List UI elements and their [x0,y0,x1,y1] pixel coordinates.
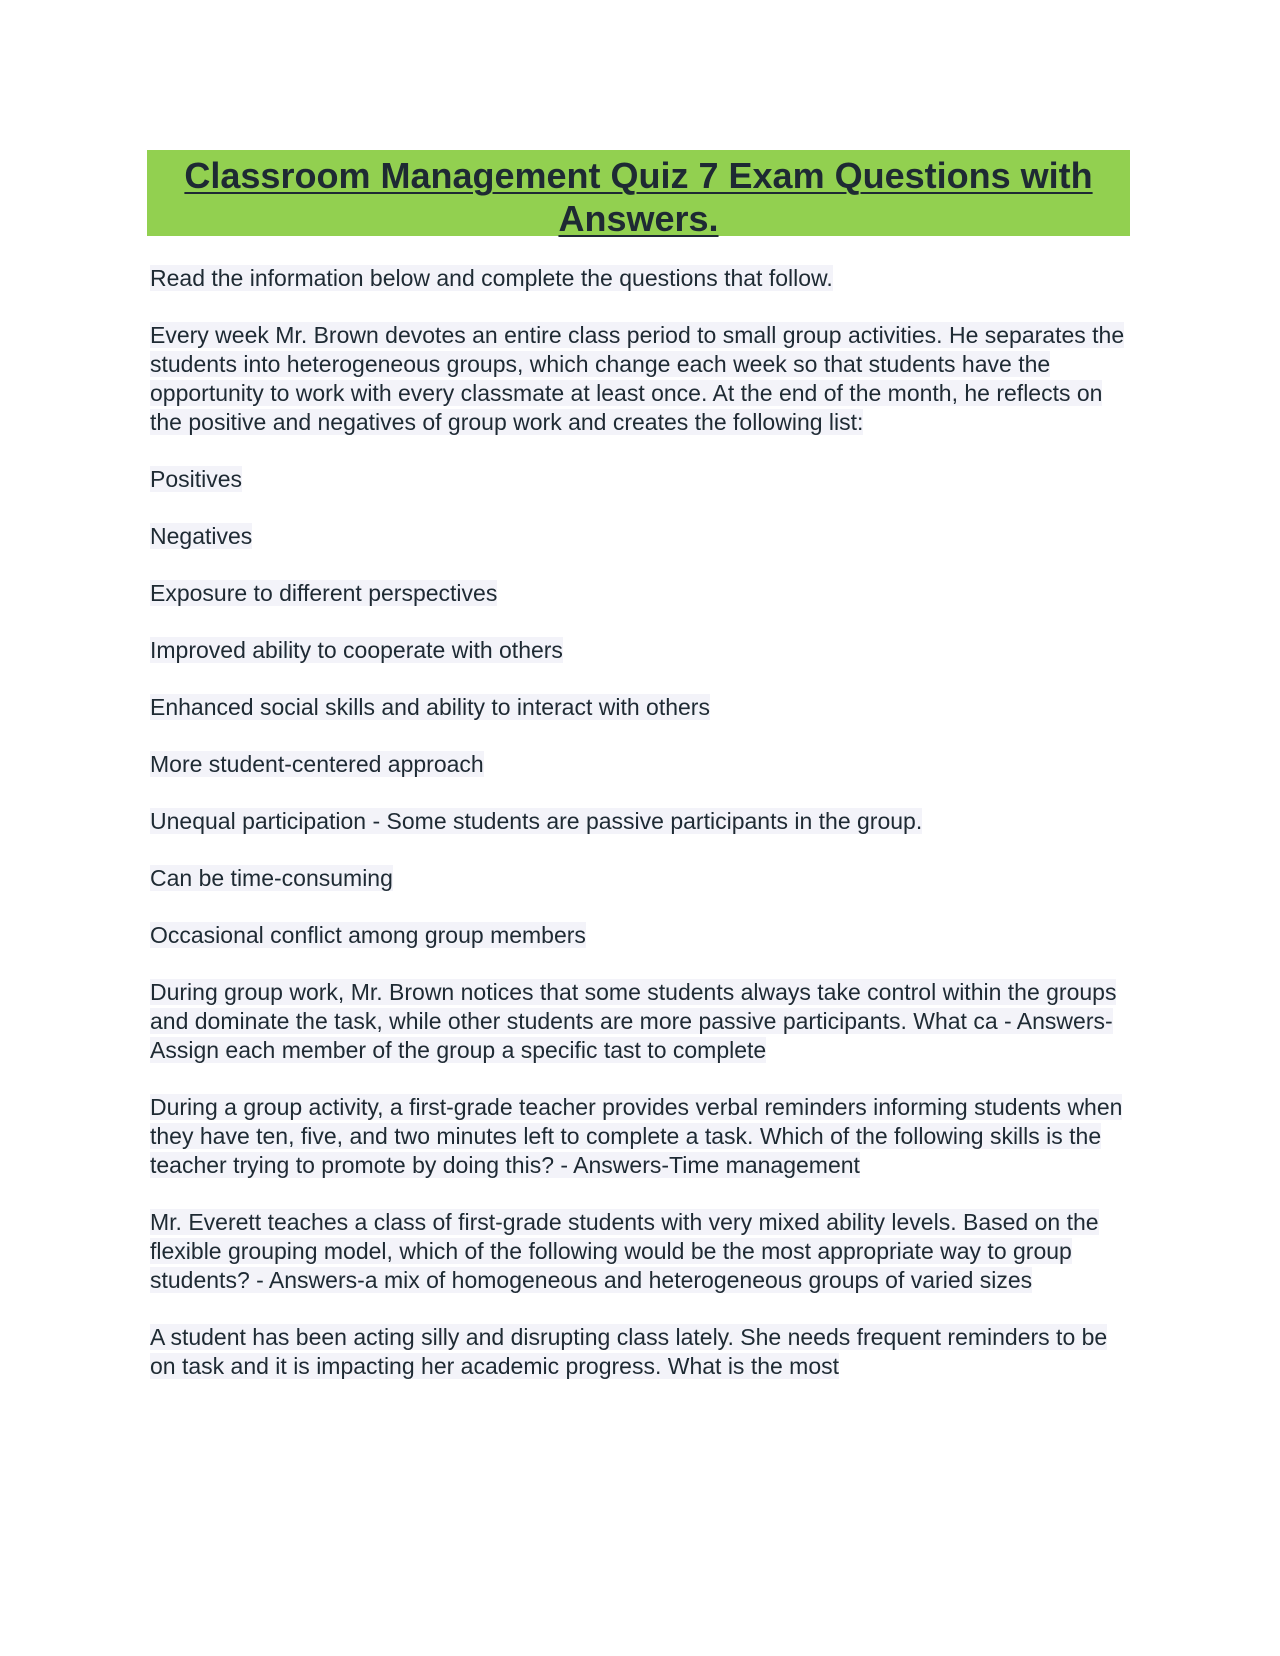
question-text: During a group activity, a first-grade teacher provides verbal reminders informing students when they have ten, five, and two minutes left to complete a task. Which of the following skills is the teacher trying to promote by doing this? - Answers-Time management [150,1094,1123,1178]
list-item-text: Unequal participation - Some students are passive participants in the group. [150,808,923,834]
list-item [150,579,1130,608]
document-title: Classroom Management Quiz 7 Exam Questions with Answers. [184,155,1093,239]
list-item-text: Negatives [150,523,253,549]
scenario-paragraph [150,321,1130,437]
question-text: A student has been acting silly and disrupting class lately. She needs frequent reminders to be on task and it is impacting her academic progress. What is the most [150,1324,1108,1379]
list-item [150,636,1130,665]
list-item [150,693,1130,722]
document-body [150,264,1130,1409]
list-item [150,750,1130,779]
list-item [150,465,1130,494]
question-paragraph [150,1208,1130,1295]
intro-text: Read the information below and complete the questions that follow. [150,265,833,291]
scenario-text: Every week Mr. Brown devotes an entire class period to small group activities. He separates the students into heterogeneous groups, which change each week so that students have the opportunity to work with every classmate at least once. At the end of the month, he reflects on the positive and negatives of group work and creates the following list: [150,322,1125,435]
list-item [150,864,1130,893]
list-item-text: Can be time-consuming [150,865,393,891]
title-banner [147,150,1130,239]
list-item [150,522,1130,551]
question-paragraph [150,978,1130,1065]
question-paragraph [150,1323,1130,1381]
question-paragraph [150,1093,1130,1180]
list-item-text: Positives [150,466,243,492]
question-text: During group work, Mr. Brown notices that some students always take control within the groups and dominate the task, while other students are more passive participants. What ca - Answers-Assign each member of the group a specific tast to complete [150,979,1117,1063]
intro-paragraph [150,264,1130,293]
list-item-text: More student-centered approach [150,751,484,777]
question-text: Mr. Everett teaches a class of first-grade students with very mixed ability levels. Based on the flexible grouping model, which of the following would be the most appropriate way to group students? - Answers-a mix of homogeneous and heterogeneous groups of varied sizes [150,1209,1099,1293]
list-item [150,921,1130,950]
list-item [150,807,1130,836]
list-item-text: Exposure to different perspectives [150,580,498,606]
list-item-text: Occasional conflict among group members [150,922,586,948]
list-item-text: Enhanced social skills and ability to interact with others [150,694,710,720]
list-item-text: Improved ability to cooperate with others [150,637,563,663]
